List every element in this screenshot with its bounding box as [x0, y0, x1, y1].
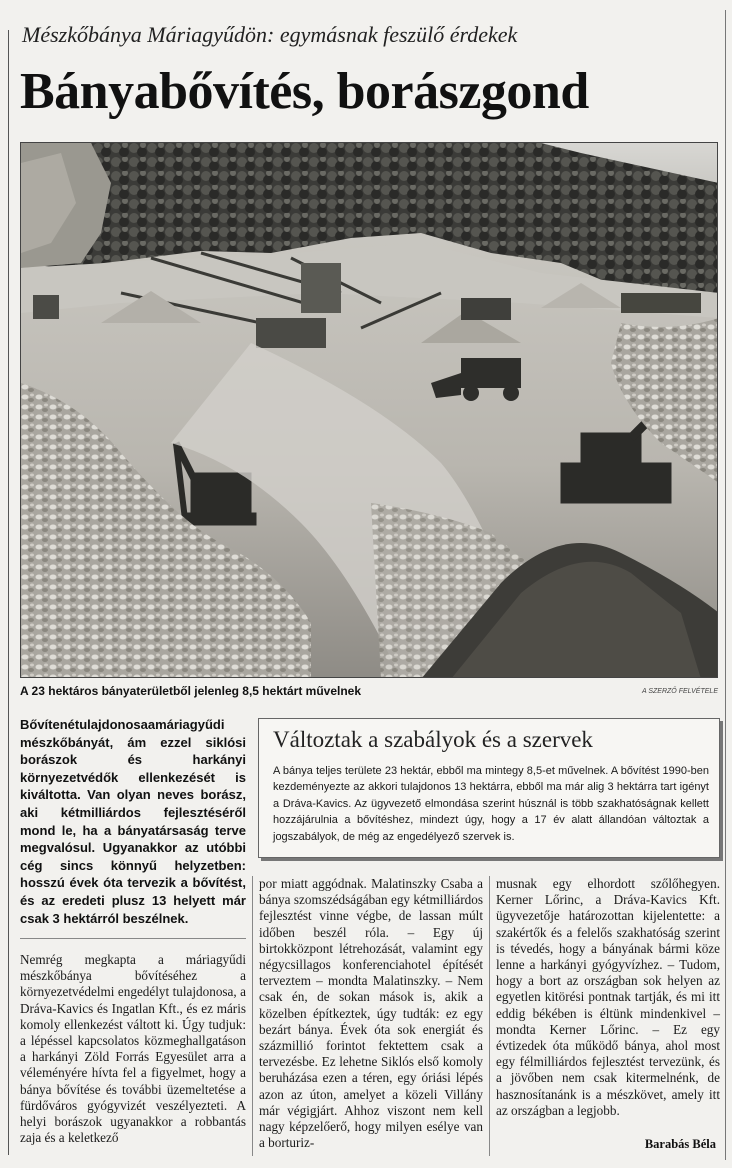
- column-3-text: musnak egy elhordott szőlőhegyen. Kerner Lőrinc, a Dráva-Kavics Kft. ügyvezetője határozottan kijelentette: a szakértők és a felelős szakhatóság szerint is tévedés, hogy a bányának bármi köze lenne a harkányi gyógyvízhez. – Tudom, hogy a bort az országban sok helyen az egyetlen kitörési pontnak tartják, és mi itt eddig békében is éltünk mindenkivel – mondta Kerner Lőrinc. – Ez egy évtizedek óta működő bánya, ahol most egy félmilliárdos fejlesztést tervezünk, és a jövőben nem csak kitermelnénk, de hasznosítanánk is a mészkövet, amely itt az országban a legjobb.: [496, 876, 720, 1118]
- photo-caption: A 23 hektáros bányaterületből jelenleg 8,5 hektárt művelnek: [20, 684, 362, 698]
- photo-credit: A SZERZŐ FELVÉTELE: [642, 688, 718, 695]
- sidebar-box-body: A bánya teljes területe 23 hektár, ebből ma mintegy 8,5-et művelnek. A bővítést 1990-ben kezdeményezte az akkori tulajdonos 13 hektárra, ebből ma már alig 3 hektárra tart igényt a Dráva-Kavics. Az ügyvezető elmondása szerint húsznál is több szakhatóságnak kellett hozzájárulnia a bővítéshez, mindezt úgy, hogy a 17 év alatt állandóan változtak a jogszabályok, de még az engedélyező szervek is.: [273, 765, 709, 843]
- article-lead: Bővítenétulajdonosaamáriagyűdi mészkőbányát, ám ezzel siklósi borászok és harkányi környezetvédők ellenkezését is kiváltotta. Van olyan neves borász, aki kétmilliárdos fejlesztéséről mond le, ha a bányatársaság terve megvalósul. Ugyanakkor az utóbbi cég sincs könnyű helyzetben: hosszú évek óta tervezik a bővítést, és az eredeti plusz 13 helyett már csak 3 hektárról beszélnek.: [20, 717, 246, 926]
- sidebar-box: [258, 718, 720, 858]
- column-2-text: por miatt aggódnak. Malatinszky Csaba a bánya szomszédságában egy kétmilliárdos fejlesztést vinne végbe, de lassan múlt időben beszél róla. – Egy új birtokközpont létrehozását, valamint egy négycsillagos konferenciahotel építését terveztem – mondta Malatinszky. – Nem csak én, de sokan mások is, akik a közelben építkeztek, úgy tudták: ez egy bezárt bánya. Évek óta sok energiát és százmillió forintot fektettem csak a tervezésbe. Ez lehetne Siklós első komoly beruházása ezen a téren, egy óriási lépés azon az úton, amelyet a közeli Villány már végigjárt. Ahhoz viszont nem kell nagy képzelőerő, hogy milyen esélye van a borturiz-: [259, 876, 483, 1151]
- article-kicker: Mészkőbánya Máriagyűdön: egymásnak feszülő érdekek: [22, 22, 518, 47]
- column-rule: [252, 876, 253, 1156]
- lead-separator: [20, 938, 246, 939]
- article-column-2: [259, 876, 483, 1151]
- left-margin-rule: [8, 30, 9, 1155]
- article-column-1: [20, 952, 246, 1146]
- sidebar-box-title: Változtak a szabályok és a szervek: [273, 727, 593, 752]
- article-column-3: [496, 876, 720, 1119]
- author-byline: Barabás Béla: [644, 1137, 716, 1151]
- column-1-text: Nemrég megkapta a máriagyűdi mészkőbánya bővítéséhez a környezetvédelmi engedélyt tulajdonosa, a Dráva-Kavics és Ingatlan Kft., és ez máris komoly ellenkezést váltott ki. Úgy tudjuk: a lépéssel kapcsolatos közmeghallgatáson a harkányi Zöld Forrás Egyesület arra a véleményére hívta fel a figyelmet, hogy a bánya bővítése és további üzemeltetése a fürdőváros gyógyvizét veszélyezteti. A helyi borászok ugyanakkor a robbantás zaja és a keletkező: [20, 952, 246, 1146]
- quarry-photo: [20, 142, 718, 678]
- right-margin-rule: [725, 10, 726, 1160]
- column-rule: [489, 876, 490, 1156]
- article-headline: Bányabővítés, borászgond: [20, 63, 589, 120]
